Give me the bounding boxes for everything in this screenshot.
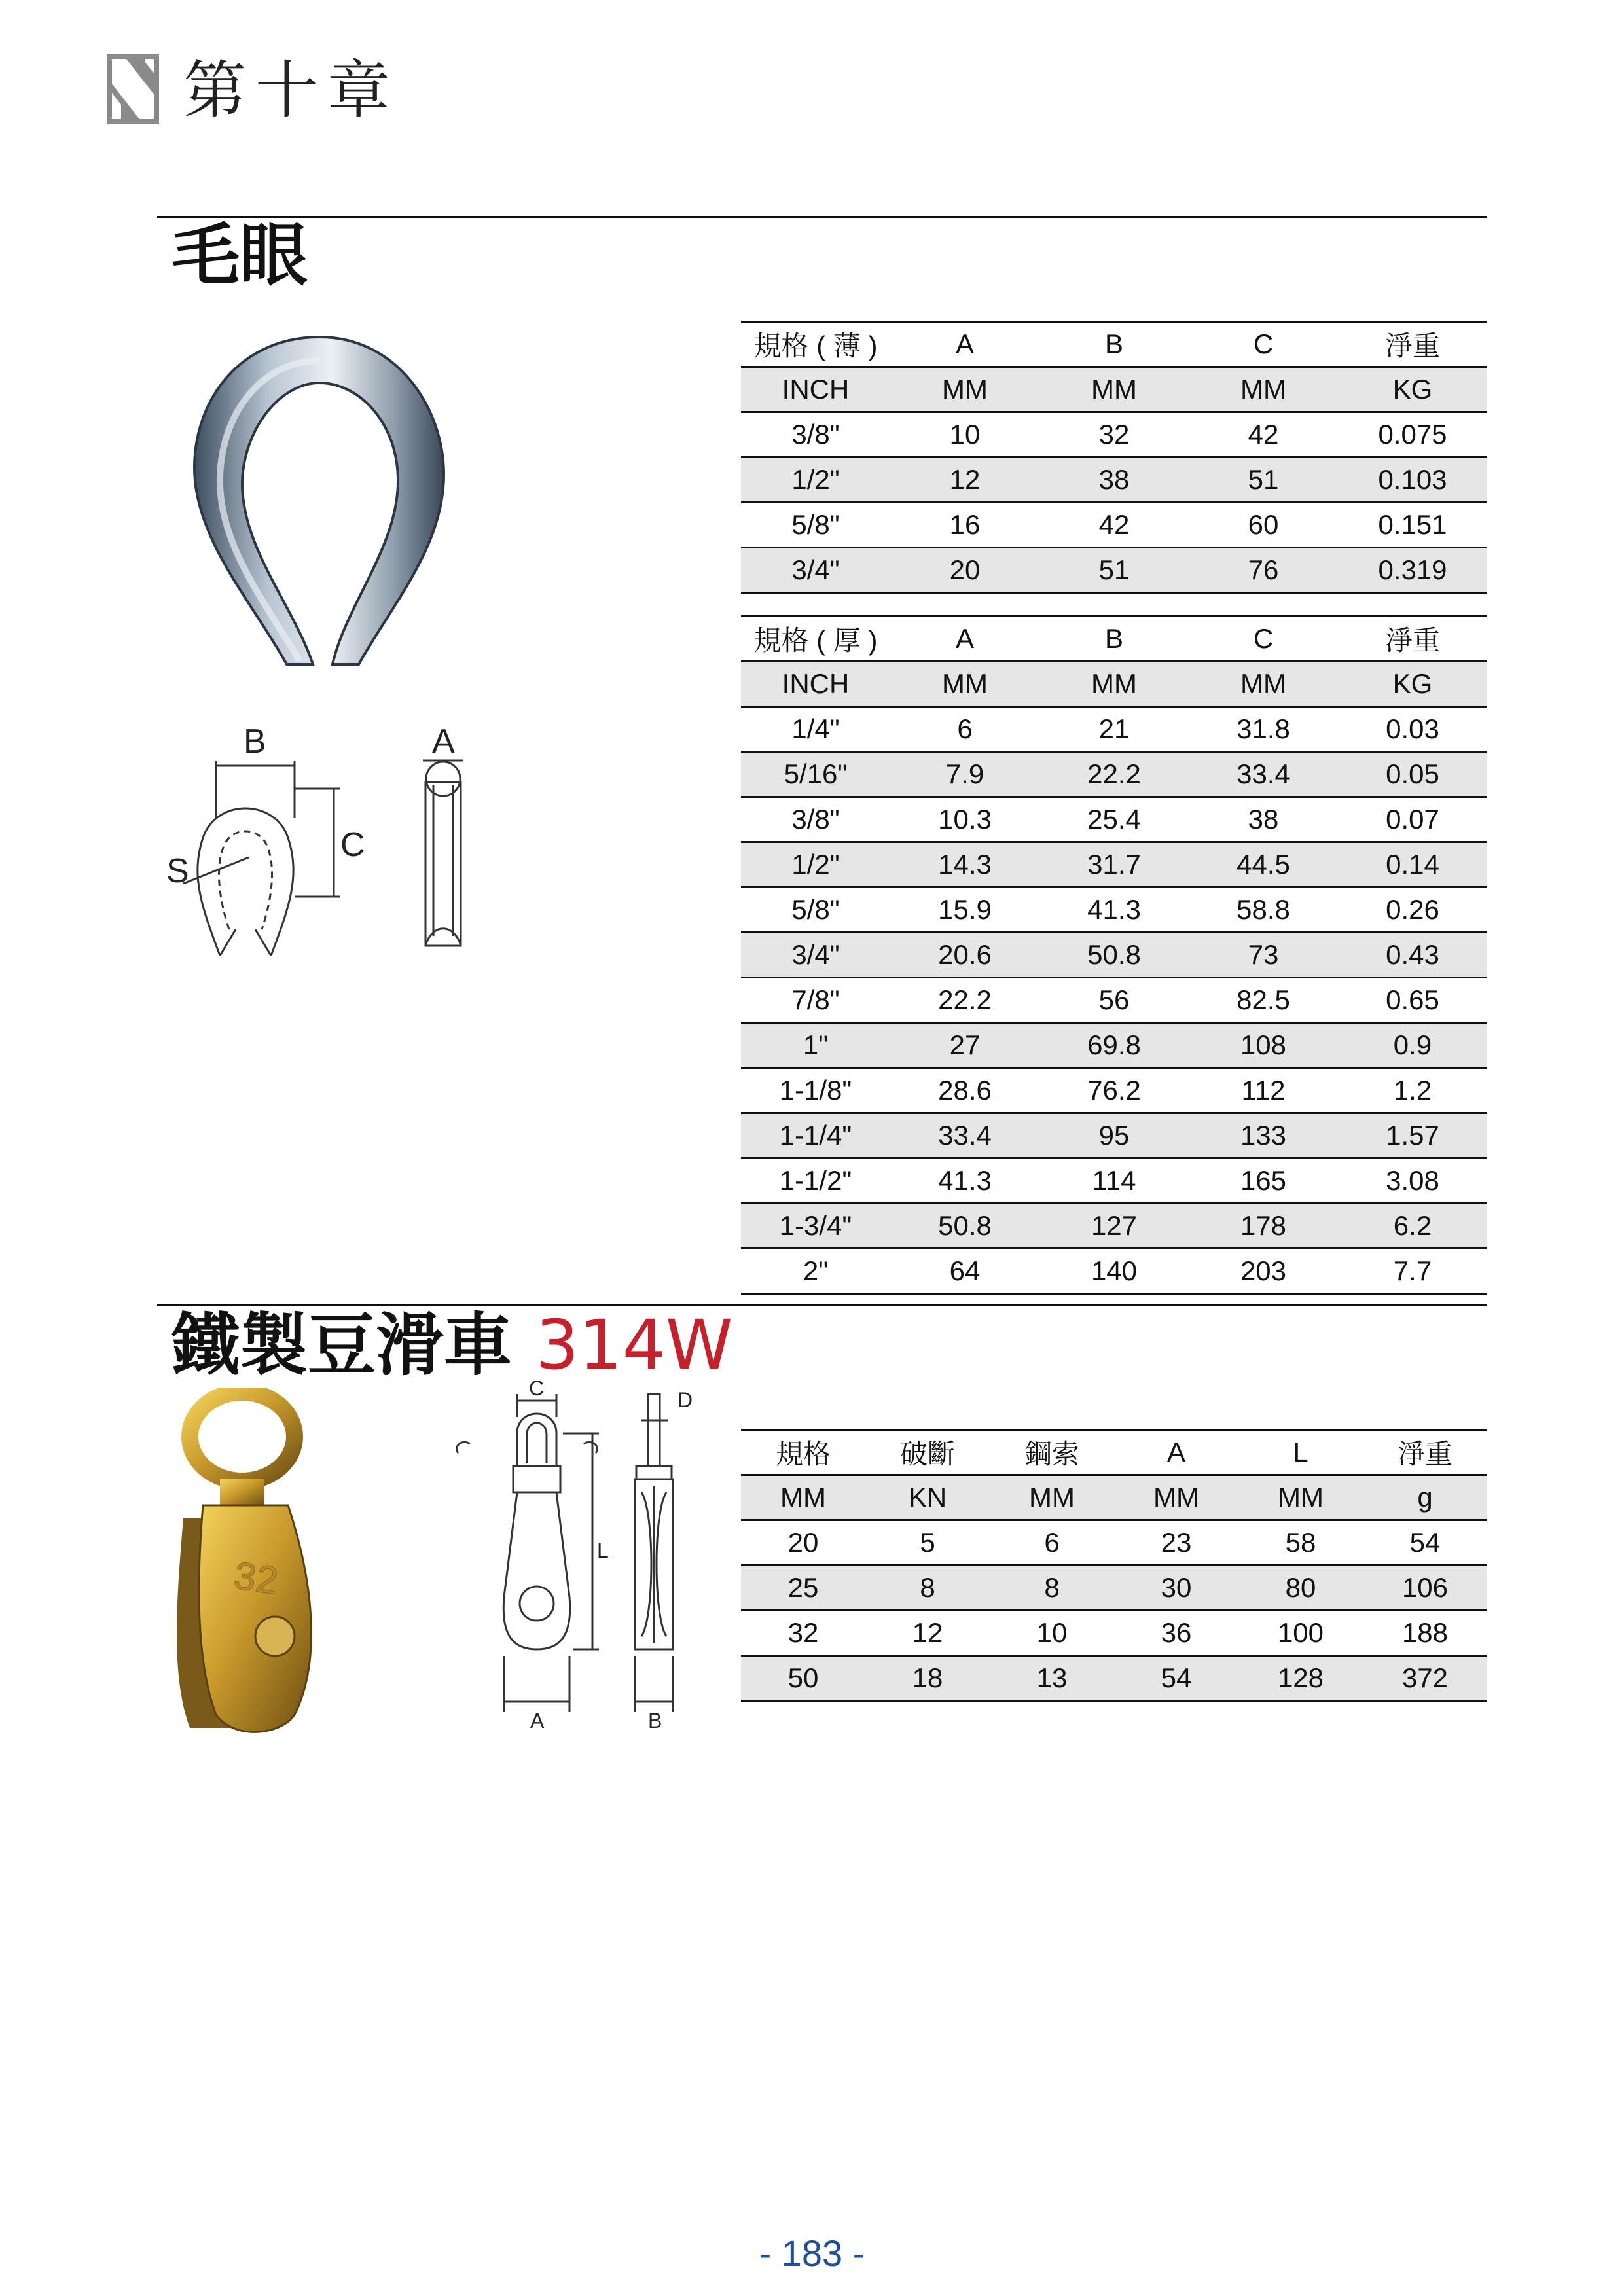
table-cell: 41.3 xyxy=(1039,888,1189,933)
table-cell: 6.2 xyxy=(1338,1204,1487,1249)
table-cell: 106 xyxy=(1363,1566,1487,1611)
thimble-thick-spec-table xyxy=(741,615,1487,1295)
table-row xyxy=(741,1249,1487,1294)
table-cell: 41.3 xyxy=(890,1158,1039,1204)
table-header-row xyxy=(741,322,1487,367)
table-cell: 60 xyxy=(1189,503,1338,548)
table-cell: 69.8 xyxy=(1039,1023,1189,1068)
chapter-logo-icon xyxy=(107,54,159,124)
table-cell: 114 xyxy=(1039,1158,1189,1204)
table-cell: 58 xyxy=(1238,1520,1363,1566)
table-cell: 15.9 xyxy=(890,888,1039,933)
dim-label-b: B xyxy=(244,723,266,761)
chapter-title: 第十章 xyxy=(183,54,399,127)
table-row xyxy=(741,457,1487,503)
table-cell: 51 xyxy=(1039,548,1189,593)
table-cell: 203 xyxy=(1189,1249,1338,1294)
table-cell: 22.2 xyxy=(1039,752,1189,797)
table-cell: 32 xyxy=(741,1611,865,1656)
table-cell: 38 xyxy=(1189,797,1338,842)
table-cell: 10.3 xyxy=(890,797,1039,842)
table-cell: 82.5 xyxy=(1189,978,1338,1023)
table-unit-cell: KG xyxy=(1338,367,1487,412)
table-cell: 44.5 xyxy=(1189,842,1338,888)
table-header-cell: 淨重 xyxy=(1338,322,1487,367)
table-cell: 38 xyxy=(1039,457,1189,503)
table-cell: 5/8" xyxy=(741,888,890,933)
table-header-row xyxy=(741,1430,1487,1475)
table-cell: 127 xyxy=(1039,1204,1189,1249)
table-cell: 20.6 xyxy=(890,933,1039,978)
table-cell: 0.151 xyxy=(1338,503,1487,548)
table-cell: 33.4 xyxy=(890,1113,1039,1158)
table-cell: 1.57 xyxy=(1338,1113,1487,1158)
table-header-cell: A xyxy=(890,322,1039,367)
table-unit-cell: MM xyxy=(1189,367,1338,412)
table-row xyxy=(741,503,1487,548)
table-cell: 3/4" xyxy=(741,933,890,978)
pulley-title: 鐵製豆滑車 xyxy=(171,1305,513,1385)
table-cell: 12 xyxy=(865,1611,990,1656)
table-cell: 0.319 xyxy=(1338,548,1487,593)
section-title-thimble: 毛眼 xyxy=(171,215,308,295)
table-row xyxy=(741,842,1487,888)
table-cell: 188 xyxy=(1363,1611,1487,1656)
table-unit-cell: MM xyxy=(890,367,1039,412)
table-cell: 76.2 xyxy=(1039,1068,1189,1113)
table-unit-cell: MM xyxy=(990,1475,1114,1520)
table-cell: 12 xyxy=(890,457,1039,503)
table-cell: 0.07 xyxy=(1338,797,1487,842)
table-cell: 3.08 xyxy=(1338,1158,1487,1204)
section-title-pulley xyxy=(171,1306,733,1384)
table-unit-cell: INCH xyxy=(741,367,890,412)
table-cell: 372 xyxy=(1363,1656,1487,1701)
table-cell: 42 xyxy=(1189,412,1338,457)
table-row xyxy=(741,1611,1487,1656)
table-cell: 14.3 xyxy=(890,842,1039,888)
table-cell: 1-1/8" xyxy=(741,1068,890,1113)
table-row xyxy=(741,1566,1487,1611)
table-unit-cell: MM xyxy=(1039,367,1189,412)
pulley-dim-label-d: D xyxy=(677,1388,693,1412)
table-cell: 25.4 xyxy=(1039,797,1189,842)
table-row xyxy=(741,1520,1487,1566)
pulley-dim-label-l: L xyxy=(597,1539,609,1562)
table-cell: 28.6 xyxy=(890,1068,1039,1113)
table-header-cell: C xyxy=(1189,322,1338,367)
table-cell: 76 xyxy=(1189,548,1338,593)
pulley-dim-label-c: C xyxy=(529,1381,545,1400)
table-cell: 95 xyxy=(1039,1113,1189,1158)
table-header-cell: 破斷 xyxy=(865,1430,990,1475)
table-row xyxy=(741,752,1487,797)
table-row xyxy=(741,1204,1487,1249)
table-cell: 56 xyxy=(1039,978,1189,1023)
table-header-cell: A xyxy=(1114,1430,1238,1475)
pulley-spec-table xyxy=(741,1429,1487,1702)
table-cell: 1-1/4" xyxy=(741,1113,890,1158)
table-row xyxy=(741,933,1487,978)
table-cell: 54 xyxy=(1114,1656,1238,1701)
table-row xyxy=(741,1113,1487,1158)
table-cell: 32 xyxy=(1039,412,1189,457)
table-cell: 0.26 xyxy=(1338,888,1487,933)
table-header-cell: A xyxy=(890,617,1039,662)
table-cell: 3/4" xyxy=(741,548,890,593)
table-cell: 7/8" xyxy=(741,978,890,1023)
table-unit-cell: MM xyxy=(1238,1475,1363,1520)
thimble-thin-spec-table xyxy=(741,321,1487,594)
table-cell: 1-3/4" xyxy=(741,1204,890,1249)
table-cell: 22.2 xyxy=(890,978,1039,1023)
pulley-photo xyxy=(157,1388,327,1741)
table-cell: 10 xyxy=(990,1611,1114,1656)
table-cell: 58.8 xyxy=(1189,888,1338,933)
table-cell: 1.2 xyxy=(1338,1068,1487,1113)
table-unit-cell: g xyxy=(1363,1475,1487,1520)
table-unit-cell: MM xyxy=(741,1475,865,1520)
table-cell: 100 xyxy=(1238,1611,1363,1656)
thimble-photo xyxy=(182,331,457,671)
table-cell: 31.7 xyxy=(1039,842,1189,888)
table-row xyxy=(741,1158,1487,1204)
table-cell: 51 xyxy=(1189,457,1338,503)
table-cell: 2" xyxy=(741,1249,890,1294)
table-cell: 25 xyxy=(741,1566,865,1611)
table-cell: 128 xyxy=(1238,1656,1363,1701)
table-cell: 3/8" xyxy=(741,797,890,842)
table-header-cell: 規格 ( 薄 ) xyxy=(741,322,890,367)
table-cell: 50 xyxy=(741,1656,865,1701)
table-cell: 6 xyxy=(890,707,1039,752)
table-cell: 8 xyxy=(990,1566,1114,1611)
table-cell: 30 xyxy=(1114,1566,1238,1611)
section-divider xyxy=(157,216,1487,218)
table-header-cell: 淨重 xyxy=(1363,1430,1487,1475)
table-cell: 16 xyxy=(890,503,1039,548)
pulley-dim-label-a: A xyxy=(530,1709,545,1732)
table-unit-cell: MM xyxy=(1114,1475,1238,1520)
table-cell: 5/16" xyxy=(741,752,890,797)
table-cell: 6 xyxy=(990,1520,1114,1566)
table-cell: 0.05 xyxy=(1338,752,1487,797)
table-row xyxy=(741,888,1487,933)
table-cell: 8 xyxy=(865,1566,990,1611)
table-cell: 1/2" xyxy=(741,842,890,888)
table-cell: 0.9 xyxy=(1338,1023,1487,1068)
table-unit-cell: INCH xyxy=(741,662,890,707)
table-cell: 1" xyxy=(741,1023,890,1068)
pulley-dim-label-b: B xyxy=(648,1709,662,1732)
dim-label-c: C xyxy=(340,826,365,864)
table-row xyxy=(741,707,1487,752)
table-row xyxy=(741,797,1487,842)
table-cell: 36 xyxy=(1114,1611,1238,1656)
table-cell: 165 xyxy=(1189,1158,1338,1204)
table-cell: 0.43 xyxy=(1338,933,1487,978)
table-cell: 50.8 xyxy=(1039,933,1189,978)
table-cell: 20 xyxy=(890,548,1039,593)
table-header-cell: 鋼索 xyxy=(990,1430,1114,1475)
dim-label-s: S xyxy=(166,852,189,890)
table-cell: 20 xyxy=(741,1520,865,1566)
table-units-row xyxy=(741,662,1487,707)
table-cell: 1/4" xyxy=(741,707,890,752)
table-cell: 50.8 xyxy=(890,1204,1039,1249)
table-cell: 0.65 xyxy=(1338,978,1487,1023)
table-cell: 1/2" xyxy=(741,457,890,503)
table-cell: 5/8" xyxy=(741,503,890,548)
table-cell: 73 xyxy=(1189,933,1338,978)
table-unit-cell: MM xyxy=(1039,662,1189,707)
table-cell: 112 xyxy=(1189,1068,1338,1113)
table-cell: 0.075 xyxy=(1338,412,1487,457)
table-cell: 133 xyxy=(1189,1113,1338,1158)
table-cell: 13 xyxy=(990,1656,1114,1701)
table-cell: 64 xyxy=(890,1249,1039,1294)
table-cell: 80 xyxy=(1238,1566,1363,1611)
table-cell: 54 xyxy=(1363,1520,1487,1566)
table-header-cell: L xyxy=(1238,1430,1363,1475)
thimble-dimension-diagram xyxy=(164,713,478,962)
table-row xyxy=(741,978,1487,1023)
table-unit-cell: KN xyxy=(865,1475,990,1520)
table-row xyxy=(741,548,1487,593)
table-cell: 27 xyxy=(890,1023,1039,1068)
table-cell: 7.7 xyxy=(1338,1249,1487,1294)
pulley-dimension-diagram xyxy=(445,1381,720,1741)
table-header-row xyxy=(741,617,1487,662)
table-row xyxy=(741,1656,1487,1701)
table-cell: 18 xyxy=(865,1656,990,1701)
table-row xyxy=(741,1068,1487,1113)
table-row xyxy=(741,412,1487,457)
table-cell: 7.9 xyxy=(890,752,1039,797)
table-cell: 140 xyxy=(1039,1249,1189,1294)
table-units-row xyxy=(741,1475,1487,1520)
table-cell: 21 xyxy=(1039,707,1189,752)
table-cell: 23 xyxy=(1114,1520,1238,1566)
table-unit-cell: MM xyxy=(1189,662,1338,707)
table-cell: 0.03 xyxy=(1338,707,1487,752)
table-header-cell: C xyxy=(1189,617,1338,662)
table-header-cell: B xyxy=(1039,322,1189,367)
table-unit-cell: KG xyxy=(1338,662,1487,707)
table-cell: 3/8" xyxy=(741,412,890,457)
table-cell: 42 xyxy=(1039,503,1189,548)
table-cell: 178 xyxy=(1189,1204,1338,1249)
table-cell: 0.14 xyxy=(1338,842,1487,888)
table-units-row xyxy=(741,367,1487,412)
table-header-cell: 淨重 xyxy=(1338,617,1487,662)
dim-label-a: A xyxy=(432,723,455,761)
table-cell: 108 xyxy=(1189,1023,1338,1068)
table-row xyxy=(741,1023,1487,1068)
table-header-cell: 規格 ( 厚 ) xyxy=(741,617,890,662)
table-cell: 31.8 xyxy=(1189,707,1338,752)
table-cell: 1-1/2" xyxy=(741,1158,890,1204)
table-cell: 33.4 xyxy=(1189,752,1338,797)
table-cell: 10 xyxy=(890,412,1039,457)
table-header-cell: B xyxy=(1039,617,1189,662)
pulley-photo-marking: 32 xyxy=(231,1553,281,1603)
table-cell: 0.103 xyxy=(1338,457,1487,503)
table-cell: 5 xyxy=(865,1520,990,1566)
table-unit-cell: MM xyxy=(890,662,1039,707)
page-number: - 183 - xyxy=(759,2233,865,2274)
table-header-cell: 規格 xyxy=(741,1430,865,1475)
pulley-model-number: 314W xyxy=(535,1305,733,1385)
